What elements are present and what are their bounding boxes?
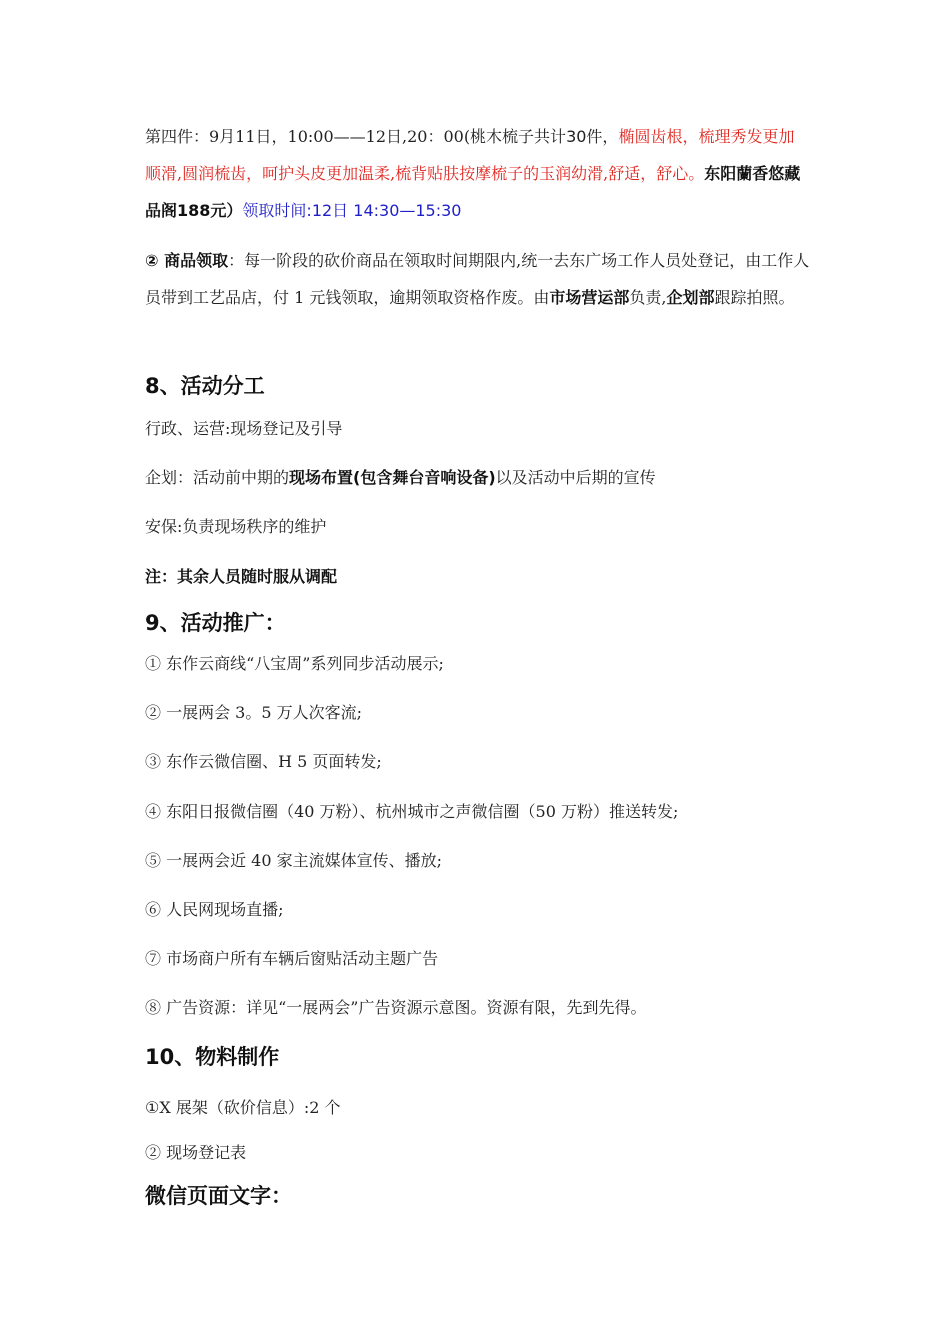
- section8-admin: 行政、运营:现场登记及引导: [145, 419, 343, 438]
- list-item: ② 现场登记表: [145, 1143, 247, 1162]
- list-item: ④ 东阳日报微信圈（40 万粉）、杭州城市之声微信圈（50 万粉）推送转发;: [145, 802, 679, 821]
- item4-price: 188元）: [177, 201, 243, 220]
- plan-bold: 现场布置(包含舞台音响设备): [289, 468, 496, 487]
- section8-security: 安保:负责现场秩序的维护: [145, 517, 327, 536]
- pickup-dept-plan: 企划部: [666, 288, 715, 307]
- section8-note: 注：其余人员随时服从调配: [145, 567, 338, 586]
- list-item: ⑦ 市场商户所有车辆后窗贴活动主题广告: [145, 949, 439, 968]
- item4-pickup-time: 领取时间:12日 14:30—15:30: [242, 201, 462, 220]
- section8-plan: [145, 459, 810, 496]
- wechat-heading: 微信页面文字：: [145, 1184, 292, 1208]
- item4-unit: 件，: [586, 127, 619, 146]
- list-item: ①X 展架（砍价信息）:2 个: [145, 1098, 341, 1117]
- list-item: ③ 东作云微信圈、H 5 页面转发;: [145, 752, 382, 771]
- item4-text: 第四件：9月11日，10:00——12日,20：00(桃木梳子共计: [145, 127, 567, 146]
- pickup-text-2: 负责,: [629, 288, 667, 307]
- pickup-text: ：每一阶段的砍价商品在领取时间期限内,统一去东广场工作人员处登记，由工作人员带到工艺品店，付 1 元钱领取，逾期领取资格作废。由: [145, 251, 810, 307]
- list-item: ② 一展两会 3。5 万人次客流;: [145, 703, 363, 722]
- section8-heading: 8、活动分工: [145, 374, 265, 398]
- list-item: ⑤ 一展两会近 40 家主流媒体宣传、播放;: [145, 851, 443, 870]
- item4-description: 椭圆齿根，梳理秀发更加顺滑,圆润梳齿，呵护头皮更加温柔,梳背贴肤按摩梳子的玉润幼滑,舒适，舒心。: [145, 127, 795, 183]
- item4-count: 30: [566, 127, 587, 146]
- item4-store: 东阳蘭香悠藏品阁: [145, 164, 801, 220]
- pickup-paragraph: [145, 242, 810, 316]
- item4-paragraph: [145, 118, 810, 229]
- plan-text-2: 以及活动中后期的宣传: [495, 468, 656, 487]
- section9-heading: 9、活动推广：: [145, 611, 286, 635]
- pickup-label: ② 商品领取: [145, 251, 229, 270]
- section10-heading: 10、物料制作: [145, 1045, 280, 1069]
- pickup-dept-ops: 市场营运部: [549, 288, 630, 307]
- plan-text: 企划：活动前中期的: [145, 468, 290, 487]
- list-item: ⑥ 人民网现场直播;: [145, 900, 284, 919]
- list-item: ⑧ 广告资源：详见“一展两会”广告资源示意图。资源有限，先到先得。: [145, 998, 647, 1017]
- pickup-text-3: 跟踪拍照。: [714, 288, 795, 307]
- list-item: ① 东作云商线“八宝周”系列同步活动展示;: [145, 654, 444, 673]
